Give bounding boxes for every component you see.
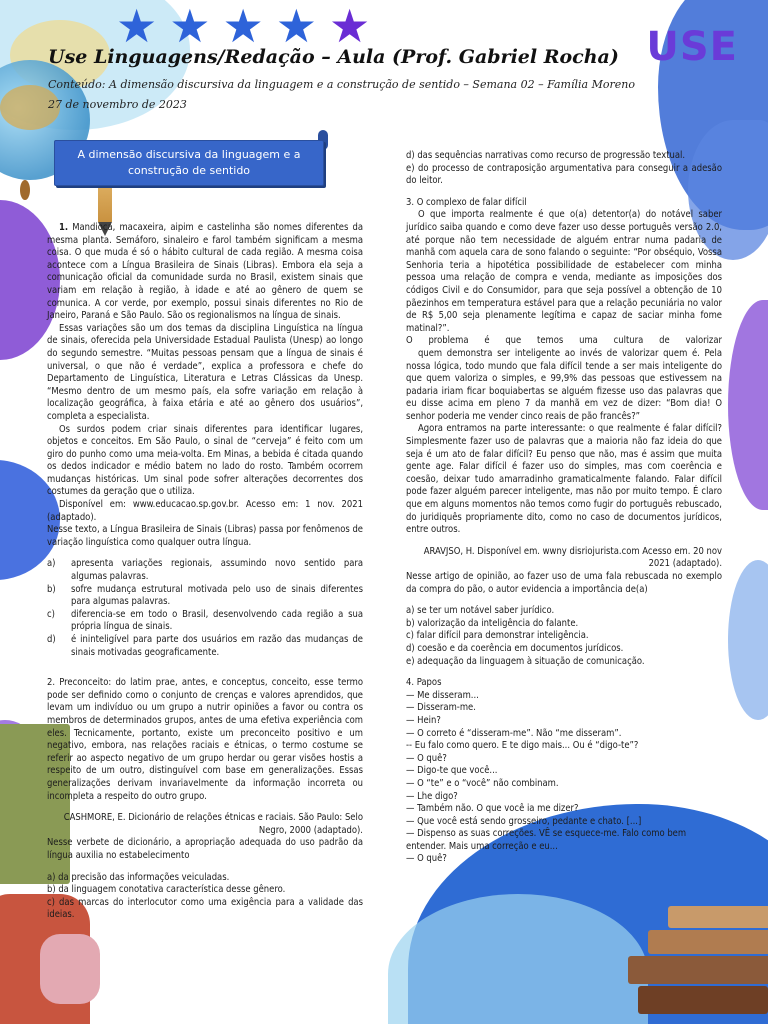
question-2-option-d[interactable]: d) das sequências narrativas como recurso de progressão textual. (406, 150, 686, 161)
option-letter: d) (47, 634, 56, 645)
page-title: Use Linguagens/Redação – Aula (Prof. Gabriel Rocha) (48, 46, 619, 68)
book-stack-top (668, 906, 768, 928)
star-icon: ★ (275, 0, 317, 53)
question-1-paragraph-1 (47, 222, 363, 323)
watercolor-blob-right-purple (728, 300, 768, 510)
dialogue-line: — O quê? (406, 853, 447, 865)
question-1-option-d[interactable] (47, 634, 363, 659)
option-letter: a) (47, 558, 56, 570)
section-banner (54, 140, 324, 186)
question-3-prompt: Nesse artigo de opinião, ao fazer uso de uma fala rebuscada no exemplo da compra do pão, o autor evidencia a importância de(a) (406, 571, 722, 595)
use-logo: USE (646, 24, 738, 70)
star-icon: ★ (329, 0, 371, 53)
book-stack-second (648, 930, 768, 954)
star-icon: ★ (222, 0, 264, 53)
dialogue-line: — O correto é “disseram-me”. Não “me disseram”. (406, 727, 622, 739)
star-icon: ★ (116, 0, 158, 53)
question-2-option-b[interactable]: b) da linguagem conotativa característica desse gênero. (47, 884, 286, 896)
question-3-option-a[interactable]: a) se ter um notável saber jurídico. (406, 605, 555, 617)
question-2-option-c[interactable]: c) das marcas do interlocutor como uma exigência para a validade das ideias. (47, 896, 363, 921)
dialogue-line: — Digo-te que você... (406, 765, 498, 777)
left-column (47, 222, 363, 922)
question-1-prompt: Nesse texto, a Língua Brasileira de Sinais (Libras) passa por fenômenos de variação linguística como qualquer outra língua. (47, 524, 363, 548)
question-2-option-a[interactable]: a) da precisão das informações veiculadas. (47, 871, 230, 883)
question-3-option-d[interactable]: d) coesão e da coerência em documentos jurídicos. (406, 642, 624, 654)
watercolor-blob-right-lower (728, 560, 768, 720)
option-text: diferencia-se em todo o Brasil, desenvolvendo cada região a sua própria língua de sinais. (71, 608, 363, 633)
dialogue-line: — Também não. O que você ia me dizer? (406, 803, 579, 815)
question-1-option-c[interactable] (47, 609, 363, 634)
dialogue-line: — Hein? (406, 714, 441, 726)
question-2-prompt: Nesse verbete de dicionário, a apropriação adequada do uso padrão da língua auxilia no estabelecimento (47, 837, 363, 861)
question-2-option-e[interactable]: e) do processo de contraposição argumentativa para conseguir a adesão do leitor. (406, 162, 722, 187)
question-3-heading: 3. O complexo de falar difícil (406, 196, 527, 208)
book-stack-third (628, 956, 768, 984)
right-column (406, 150, 722, 866)
question-3-option-c[interactable]: c) falar difícil para demonstrar inteligência. (406, 630, 589, 642)
question-1-source: Disponível em: www.educacao.sp.gov.br. Acesso em: 1 nov. 2021 (adaptado). (47, 499, 363, 523)
page-subtitle: Conteúdo: A dimensão discursiva da linguagem e a construção de sentido – Semana 02 – Família Moreno (48, 78, 635, 91)
question-4-heading: 4. Papos (406, 677, 442, 689)
question-3-source: ARAVJSO, H. Disponível em. wwny disriojurista.com Acesso em. 20 nov 2021 (adaptado). (423, 545, 722, 570)
question-3-paragraph-1: O que importa realmente é que o(a) detentor(a) do notável saber jurídico saiba quando e como deve fazer uso desse português versão 2.0, até porque não tem necessidade de alguém entrar numa padaria de manhã com aquela cara de sono falando o seguinte: “Por obséquio, Vossa Senhoria teria a hipotética possibilidade de estabelecer com minha pessoa uma relação de compra e venda, mediante as imposições dos códigos Civil e do Consumidor, para que seja possível a obtenção de 10 pãezinhos em temperatura estável para que a relação pecuniária no valor de R$ 5,00 seja plenamente legítima e capaz de saciar minha fome matinal?”. (406, 209, 722, 334)
question-1-paragraph-2: Essas variações são um dos temas da disciplina Linguística na língua de sinais, oferecida pela Universidade Estadual Paulista (Unesp) ao longo do segundo semestre. “Muitas pessoas pensam que a língua de sinais é universal, o que não é verdade”, explica a professora e chefe do Departamento de Linguística, Literatura e Letras Clássicas da Unesp. “Mesmo dentro de um mesmo país, ela sofre variação em relação à localização geográfica, à faixa etária e até ao gênero dos usuários”, completa a especialista. (47, 322, 363, 422)
question-1-option-a[interactable] (47, 558, 363, 583)
book-stack-bottom (638, 986, 768, 1014)
question-3-option-e[interactable]: e) adequação da linguagem à situação de comunicação. (406, 655, 645, 667)
question-1-option-b[interactable] (47, 584, 363, 609)
backpack-pocket (40, 934, 100, 1004)
banner-text: A dimensão discursiva da linguagem e a construção de sentido (77, 148, 301, 177)
option-text: apresenta variações regionais, assumindo novo sentido para algumas palavras. (71, 558, 363, 583)
dialogue-line: -- Eu falo como quero. E te digo mais... Ou é “digo-te”? (406, 740, 639, 752)
dialogue-line: — Me disseram... (406, 689, 479, 701)
question-1-number: 1. (59, 222, 69, 233)
star-icon: ★ (169, 0, 211, 53)
question-1-paragraph-3: Os surdos podem criar sinais diferentes para identificar lugares, objetos e conceitos. Em São Paulo, o sinal de “cerveja” é feito com um giro do punho como uma meia-volta. Em Minas, a bebida é citada quando os dedos indicador e médio batem no lado do rosto. Também ocorrem mudanças históricas. Um sinal pode sofrer alterações decorrentes dos costumes da geração que o utiliza. (47, 423, 363, 498)
option-letter: b) (47, 583, 56, 595)
option-text: sofre mudança estrutural motivada pelo uso de sinais diferentes para algumas palavras. (71, 583, 363, 608)
question-3-paragraph-2a: O problema é que temos uma cultura de valorizar (406, 335, 722, 347)
dialogue-line: — Dispenso as suas correções. VÊ se esquece-me. Falo como bem entender. Mais uma correção e eu... (406, 828, 687, 852)
option-text: é ininteligível para parte dos usuários em razão das mudanças de sinais motivadas geograficamente. (71, 634, 363, 658)
option-letter: c) (47, 608, 55, 620)
page-date: 27 de novembro de 2023 (48, 98, 187, 111)
question-2-source: CASHMORE, E. Dicionário de relações étnicas e raciais. São Paulo: Selo Negro, 2000 (adaptado). (63, 812, 363, 836)
dialogue-line: — O quê? (406, 752, 447, 764)
question-3-option-b[interactable]: b) valorização da inteligência do falante. (406, 617, 579, 629)
dialogue-line: — O “te” e o “você” não combinam. (406, 777, 559, 789)
question-3-paragraph-3: Agora entramos na parte interessante: o que realmente é falar difícil? Simplesmente fazer uso de palavras que a maioria não faz ideia do que seja é um ato de falar difícil? Eu penso que não, mas é assim que muita gente age. Falar difícil é fazer uso do simples, mas com coerência e coesão, deixar tudo amarradinho gramaticalmente falando. Falar difícil pode fazer alguém parecer inteligente, mas não por muito tempo. É claro que em alguns momentos não temos como fugir do português rebuscado, do juridiquês propriamente dito, como no caso de documentos jurídicos, entre outros. (406, 423, 722, 536)
question-3-paragraph-2b: quem demonstra ser inteligente ao invés de valorizar quem é. Pela nossa lógica, todo mundo que fala difícil tende a ser mais inteligente do que quem valoriza o simples, e 99,9% das pessoas que estivessem na padaria iriam ficar boquiabertas se alguém fizesse uso das palavras que eu disse acima em pleno 7 da manhã em vez de dizer: “Bom dia! O senhor poderia me vender cinco reais de pão francês?” (406, 347, 722, 422)
dialogue-line: — Que você está sendo grosseiro, pedante e chato. [...] (406, 815, 642, 827)
question-1-text: Mandioca, macaxeira, aipim e castelinha são nomes diferentes da mesma planta. Semáforo, sinaleiro e farol também significam a mesma coisa. O que muda é só o hábito cultural de cada região. A mesma coisa acontece com a Língua Brasileira de Sinais (Libras). Embora ela seja a comunicação oficial da comunidade surda no Brasil, existem sinais que variam em relação à região, à idade e até ao gênero de quem se comunica. A cor verde, por exemplo, possui sinais diferentes no Rio de Janeiro, Paraná e São Paulo. São os regionalismos na língua de sinais. (47, 222, 363, 322)
star-rating (116, 0, 371, 53)
dialogue-line: — Lhe digo? (406, 790, 458, 802)
globe-stand (20, 180, 30, 200)
question-2-text: 2. Preconceito: do latim prae, antes, e conceptus, conceito, esse termo pode ser definido como o conjunto de crenças e valores aprendidos, que levam um indivíduo ou um grupo a nutrir opiniões a favor ou contra os membros de determinados grupos, antes de uma efetiva experiência com eles. Tecnicamente, portanto, existe um preconceito positivo e um negativo, embora, nas relações raciais e étnicas, o termo costume se referir ao aspecto negativo de um grupo herdar ou gerar visões hostis a respeito de um outro, distinguível com base em generalizações. Essas generalizações derivam invariavelmente da informação incorreta ou incompleta a respeito do outro grupo. (47, 677, 363, 802)
dialogue-line: — Disseram-me. (406, 702, 476, 714)
